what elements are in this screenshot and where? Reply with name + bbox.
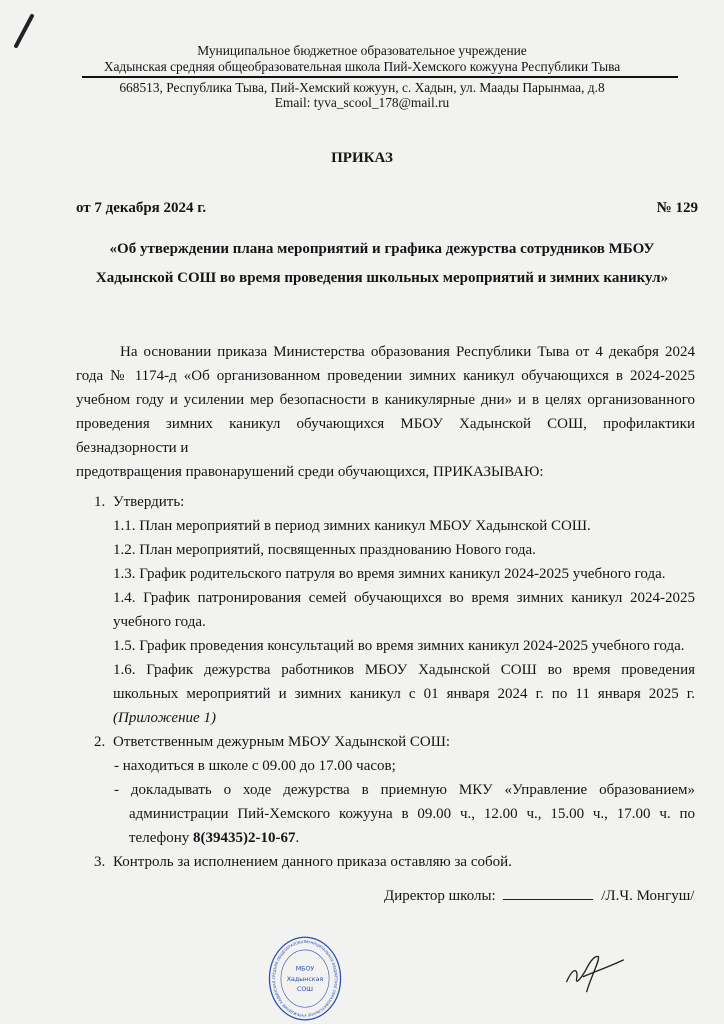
item-1-6-text: 1.6. График дежурства работников МБОУ Хадынской СОШ во время проведения школьных мероприятий и зимних каникул с 01 января 2024 г. по 11 января 2025 г.	[113, 662, 695, 702]
item-1-3: 1.3. График родительского патруля во время зимних каникул 2024-2025 учебного года.	[113, 566, 666, 582]
document-body	[76, 340, 695, 908]
document-title: ПРИКАЗ	[331, 150, 393, 166]
item-3-number: 3.	[94, 854, 106, 870]
official-stamp	[250, 935, 360, 1021]
preamble-text: На основании приказа Министерства образования Республики Тыва от 4 декабря 2024 года № 1174-д «Об организованном проведении зимних каникул обучающихся в 2024-2025 учебном году и усилении мер безопасности в каникулярные дни» и в целях организованного проведения зимних каникул обучающихся МБОУ Хадынской СОШ, профилактики безнадзорности и	[76, 344, 695, 456]
signatory-name: /Л.Ч. Монгуш/	[601, 888, 695, 904]
subject-line-1: «Об утверждении плана мероприятий и графика дежурства сотрудников МБОУ	[109, 241, 655, 257]
item-2	[76, 730, 695, 754]
item-1-4: 1.4. График патронирования семей обучающихся во время зимних каникул 2024-2025 учебного года.	[113, 590, 695, 630]
phone-suffix: .	[295, 830, 300, 846]
signature-line	[503, 885, 593, 900]
item-1-6	[76, 658, 695, 730]
item-1-5: 1.5. График проведения консультаций во время зимних каникул 2024-2025 учебного года.	[113, 638, 685, 654]
appendix-reference: (Приложение 1)	[113, 710, 216, 726]
item-1-2: 1.2. План мероприятий, посвященных празднованию Нового года.	[113, 542, 536, 558]
document-date: от 7 декабря 2024 г.	[76, 200, 207, 216]
order-items	[76, 490, 695, 874]
header-divider	[82, 76, 678, 78]
subject-line-2: Хадынской СОШ во время проведения школьных мероприятий и зимних каникул»	[95, 270, 669, 286]
item-1-label: Утвердить:	[113, 494, 185, 510]
item-3	[76, 850, 695, 874]
item-1	[76, 490, 695, 514]
signature-row	[76, 884, 695, 908]
phone-prefix: по телефону	[129, 806, 695, 846]
item-2-dash-1: - находиться в школе с 09.00 до 17.00 часов;	[114, 758, 396, 774]
item-1-number: 1.	[94, 494, 106, 510]
item-2-number: 2.	[94, 734, 106, 750]
item-2-dash-2	[76, 778, 695, 850]
preamble	[76, 340, 695, 460]
org-email: Email: tyva_scool_178@mail.ru	[274, 95, 450, 110]
item-3-label: Контроль за исполнением данного приказа оставляю за собой.	[113, 854, 512, 870]
item-2-dash-2-text: - докладывать о ходе дежурства в приемную МКУ «Управление образованием» администрации Пий-Хемского кожууна в 09.00 ч., 12.00 ч., 15.00 ч., 17.00 ч.	[114, 782, 695, 822]
stamp-center-2: Хадынская	[286, 975, 324, 983]
item-1-1: 1.1. План мероприятий в период зимних каникул МБОУ Хадынской СОШ.	[113, 518, 591, 534]
document-number: № 129	[656, 200, 698, 216]
signatory-position: Директор школы:	[384, 888, 496, 904]
stamp-center-1: МБОУ	[295, 965, 315, 973]
phone-number: 8(39435)2-10-67	[193, 830, 296, 846]
stamp-ring-text: МУНИЦИПАЛЬНОЕ БЮДЖЕТНОЕ ОБРАЗОВАТЕЛЬНОЕ УЧРЕЖДЕНИЕ ХАДЫНСКАЯ СРЕДНЯЯ ОБЩЕОБРАЗОВАТ	[272, 939, 338, 1018]
org-address: 668513, Республика Тыва, Пий-Хемский кожуун, с. Хадын, ул. Маады Парынмаа, д.8	[119, 80, 605, 95]
stamp-center-3: СОШ	[296, 986, 314, 994]
org-line-2: Хадынская средняя общеобразовательная школа Пий-Хемского кожууна Республики Тыва	[103, 59, 621, 74]
document-subject	[62, 235, 702, 293]
preamble-last: предотвращения правонарушений среди обучающихся, ПРИКАЗЫВАЮ:	[76, 464, 544, 480]
org-line-1: Муниципальное бюджетное образовательное учреждение	[197, 43, 527, 58]
handwritten-signature	[560, 950, 630, 1000]
item-2-label: Ответственным дежурным МБОУ Хадынской СОШ:	[113, 734, 451, 750]
